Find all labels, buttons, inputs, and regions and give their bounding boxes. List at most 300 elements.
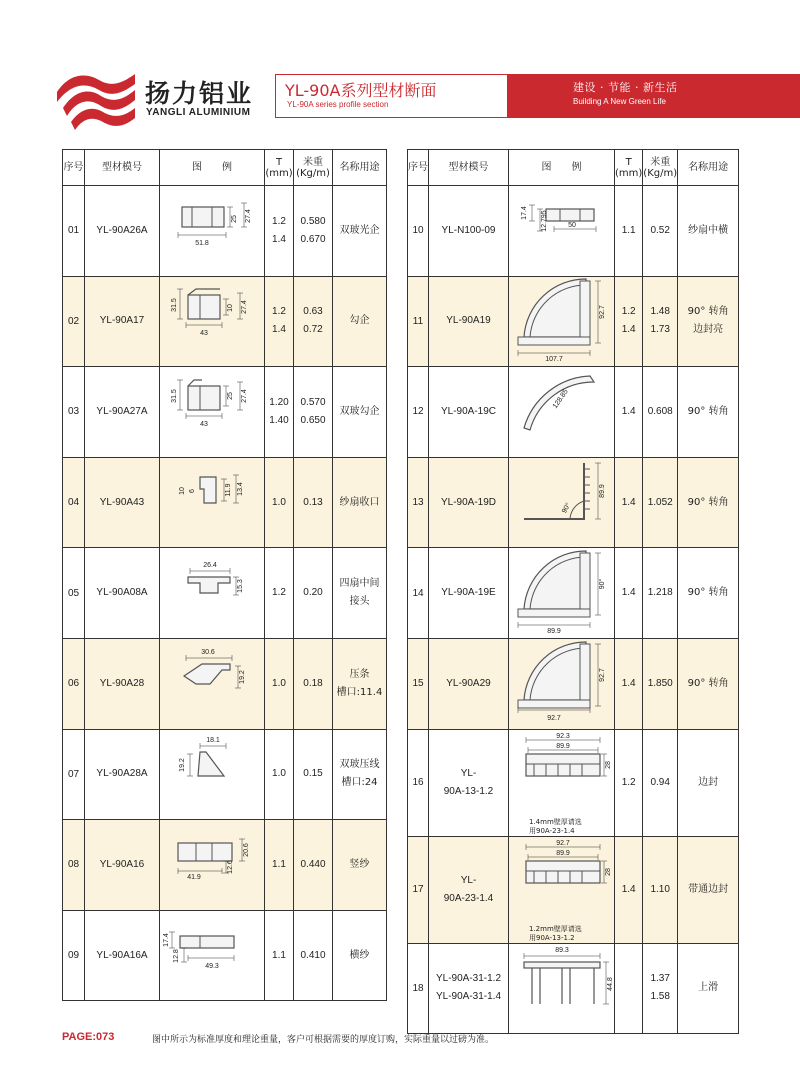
- use-value: 勾企: [349, 315, 370, 327]
- dimension-label: 43: [200, 420, 208, 428]
- model-line: YL-: [460, 767, 477, 779]
- table-row: [63, 548, 387, 639]
- profile-section-drawing: [160, 821, 264, 909]
- thickness-cell: [265, 820, 294, 911]
- model-code: YL-90A-19E: [441, 587, 496, 599]
- model-code: YL-90A-19D: [440, 496, 497, 508]
- model-cell: [429, 638, 509, 729]
- row-index: 13: [408, 457, 429, 548]
- t-value: 1.0: [272, 677, 286, 689]
- diagram-cell: [160, 186, 265, 277]
- t-value: 1.20: [269, 396, 289, 408]
- use-value: 纱扇中横: [688, 224, 729, 236]
- row-index: 14: [408, 548, 429, 639]
- dimension-label: 25: [227, 392, 234, 400]
- t-value: 1.1: [621, 224, 636, 236]
- w-value: 0.570: [300, 396, 326, 408]
- weight-cell: [294, 367, 333, 458]
- w-value: 1.48: [650, 306, 670, 318]
- use-value: 90° 转角: [687, 677, 729, 689]
- use-value: 纱扇收口: [339, 496, 380, 508]
- row-index: 11: [408, 276, 429, 367]
- thickness-cell: [265, 276, 294, 367]
- dimension-label: 89.3: [554, 947, 569, 955]
- table-row: [63, 910, 387, 1001]
- table-row: [408, 729, 739, 836]
- w-value: 0.650: [300, 414, 326, 426]
- row-index: 15: [408, 638, 429, 729]
- weight-cell: [643, 548, 678, 639]
- dimension-label: 19.2: [239, 669, 246, 684]
- t-value: 1.2: [621, 306, 636, 318]
- thickness-cell: [615, 836, 643, 943]
- dimension-label: 31.5: [171, 389, 178, 403]
- table-header-row: [63, 150, 387, 186]
- wall-thickness-note: 1.4mm壁厚请选 用90A-23-1.4: [529, 817, 582, 835]
- header-thickness: T (mm): [265, 150, 294, 186]
- table-row: [63, 638, 387, 729]
- dimension-label: 18.1: [206, 737, 220, 745]
- model-code: YL-90A-19C: [440, 405, 497, 417]
- table-row: [408, 638, 739, 729]
- use-value: 90° 转角: [687, 405, 729, 417]
- w-value: 0.13: [303, 496, 323, 508]
- usage-cell: [678, 836, 739, 943]
- model-cell: [85, 186, 160, 277]
- w-value: 0.440: [300, 858, 326, 870]
- row-index: 05: [63, 548, 85, 639]
- weight-cell: [643, 729, 678, 836]
- dimension-label: 92.7: [598, 667, 606, 682]
- usage-cell: [333, 910, 387, 1001]
- model-line: 90A-13-1.2: [443, 785, 494, 797]
- model-cell: [429, 729, 509, 836]
- weight-cell: [643, 943, 678, 1034]
- model-cell: [85, 548, 160, 639]
- weight-cell: [643, 836, 678, 943]
- profile-section-drawing: [160, 549, 264, 637]
- dimension-label: 90°: [598, 578, 606, 590]
- w-value: 0.410: [300, 949, 326, 961]
- model-code: YL-90A29: [446, 677, 491, 689]
- model-cell: [85, 820, 160, 911]
- profile-table-right: [407, 149, 739, 1034]
- profile-section-drawing: [160, 640, 264, 728]
- w-value: 0.580: [300, 215, 326, 227]
- t-value: 1.1: [272, 949, 286, 961]
- usage-cell: [678, 457, 739, 548]
- w-value: 1.37: [650, 973, 670, 985]
- w-value: 0.608: [647, 405, 673, 417]
- thickness-cell: [265, 457, 294, 548]
- table-row: [63, 457, 387, 548]
- diagram-cell: [509, 638, 615, 729]
- weight-cell: [643, 367, 678, 458]
- dimension-label: 92.3: [555, 732, 570, 740]
- dimension-label: 28: [604, 760, 612, 769]
- usage-cell: [333, 548, 387, 639]
- diagram-cell: [160, 367, 265, 458]
- use-value: 四扇中间: [339, 578, 380, 590]
- usage-cell: [678, 548, 739, 639]
- brand-name-en: YANGLI ALUMINIUM: [146, 107, 251, 118]
- profile-section-drawing: [160, 368, 264, 456]
- model-cell: [85, 729, 160, 820]
- use-value: 90° 转角: [687, 496, 729, 508]
- dimension-label: 13.4: [237, 481, 244, 496]
- table-row: [408, 836, 739, 943]
- diagram-cell: [160, 820, 265, 911]
- usage-cell: [678, 186, 739, 277]
- weight-cell: [643, 186, 678, 277]
- w-value: 0.20: [303, 587, 323, 599]
- table-row: [408, 548, 739, 639]
- w-value: 1.052: [647, 496, 673, 508]
- diagram-cell: [509, 276, 615, 367]
- usage-cell: [678, 729, 739, 836]
- use-value: 双玻勾企: [339, 405, 380, 417]
- dimension-label: 26.4: [203, 562, 217, 570]
- use-value: 边封亮: [693, 324, 724, 336]
- model-code: YL-90A17: [99, 315, 145, 327]
- header-diagram: 图 例: [160, 150, 265, 186]
- profile-section-drawing: [510, 549, 614, 637]
- t-value: 1.4: [621, 405, 636, 417]
- weight-cell: [294, 457, 333, 548]
- header-thickness: T (mm): [615, 150, 643, 186]
- table-row: [408, 457, 739, 548]
- row-index: 12: [408, 367, 429, 458]
- weight-cell: [294, 548, 333, 639]
- model-code: YL-90A08A: [96, 587, 148, 599]
- thickness-cell: [615, 943, 643, 1034]
- row-index: 18: [408, 943, 429, 1034]
- diagram-cell: [160, 457, 265, 548]
- dimension-label: 10: [227, 304, 234, 313]
- t-value: 1.1: [272, 858, 286, 870]
- t-value: 1.4: [621, 496, 636, 508]
- header-diagram: 图 例: [509, 150, 615, 186]
- table-row: [408, 367, 739, 458]
- thickness-cell: [265, 367, 294, 458]
- dimension-label: 41.9: [187, 873, 201, 881]
- weight-cell: [294, 186, 333, 277]
- thickness-cell: [265, 548, 294, 639]
- w-value: 0.670: [300, 233, 326, 245]
- t-value: 1.2: [272, 306, 286, 318]
- dimension-label: 89.9: [555, 849, 570, 857]
- w-value: 0.63: [303, 306, 323, 318]
- model-cell: [85, 276, 160, 367]
- w-value: 1.10: [650, 883, 670, 895]
- weight-cell: [294, 910, 333, 1001]
- use-value: 上滑: [698, 982, 719, 994]
- row-index: 07: [63, 729, 85, 820]
- dimension-label: 51.8: [195, 239, 209, 247]
- w-value: 1.73: [650, 324, 670, 336]
- use-value: 横纱: [349, 949, 370, 961]
- dimension-label: 17.4: [520, 205, 528, 220]
- profile-section-drawing: [510, 730, 614, 818]
- row-index: 08: [63, 820, 85, 911]
- weight-cell: [643, 638, 678, 729]
- profile-section-drawing: [160, 277, 264, 365]
- weight-cell: [294, 638, 333, 729]
- dimension-label: 90°: [560, 501, 572, 515]
- dimension-label: 12.8: [173, 948, 180, 963]
- row-index: 03: [63, 367, 85, 458]
- row-index: 06: [63, 638, 85, 729]
- model-cell: [85, 638, 160, 729]
- series-title-en: YL-90A series profile section: [287, 100, 389, 109]
- w-value: 1.850: [647, 677, 673, 689]
- dimension-label: 20.6: [243, 843, 250, 857]
- w-value: 0.18: [303, 677, 323, 689]
- thickness-cell: [615, 729, 643, 836]
- thickness-cell: [615, 548, 643, 639]
- dimension-label: 12.6: [227, 860, 234, 874]
- brand-name-cn: 扬力铝业: [145, 79, 254, 108]
- t-value: 1.2: [621, 776, 636, 788]
- model-line: YL-: [460, 874, 477, 886]
- t-value: 1.4: [621, 677, 636, 689]
- row-index: 04: [63, 457, 85, 548]
- profile-section-drawing: [160, 912, 264, 1000]
- thickness-cell: [265, 729, 294, 820]
- dimension-label: 17.4: [163, 932, 170, 947]
- model-code: YL-90A43: [99, 496, 145, 508]
- use-value: 90° 转角: [687, 306, 729, 318]
- t-value: 1.2: [272, 587, 286, 599]
- usage-cell: [678, 276, 739, 367]
- dimension-label: 30.6: [201, 648, 215, 656]
- diagram-cell: [509, 548, 615, 639]
- model-line: YL-90A-31-1.2: [435, 973, 502, 985]
- profile-section-drawing: [510, 944, 614, 1032]
- dimension-label: 27.4: [241, 389, 248, 403]
- profile-table-left: [62, 149, 387, 1001]
- header-weight: 米重 (Kg/m): [643, 150, 678, 186]
- model-code: YL-90A26A: [96, 224, 148, 236]
- model-cell: [429, 836, 509, 943]
- model-line: 90A-23-1.4: [443, 892, 494, 904]
- w-value: 0.72: [303, 324, 323, 336]
- model-cell: [429, 943, 509, 1034]
- diagram-cell: [160, 276, 265, 367]
- weight-cell: [643, 457, 678, 548]
- weight-cell: [294, 276, 333, 367]
- model-code: YL-90A28A: [96, 768, 148, 780]
- table-row: [63, 729, 387, 820]
- profile-section-drawing: [510, 640, 614, 728]
- thickness-cell: [265, 186, 294, 277]
- diagram-cell: [509, 457, 615, 548]
- diagram-cell: [509, 836, 615, 943]
- table-row: [408, 943, 739, 1034]
- dimension-label: 19.2: [179, 758, 186, 773]
- dimension-label: 89.9: [598, 483, 606, 498]
- t-value: 1.0: [272, 768, 286, 780]
- usage-cell: [678, 638, 739, 729]
- t-value: 1.4: [621, 324, 636, 336]
- header-usage: 名称用途: [678, 150, 739, 186]
- usage-cell: [333, 186, 387, 277]
- profile-section-drawing: [510, 368, 614, 456]
- table-row: [63, 276, 387, 367]
- thickness-cell: [615, 276, 643, 367]
- header-usage: 名称用途: [333, 150, 387, 186]
- diagram-cell: [509, 367, 615, 458]
- use-value: 槽口:24: [341, 777, 378, 789]
- dimension-label: 27.4: [241, 300, 248, 315]
- model-cell: [85, 367, 160, 458]
- dimension-label: 49.3: [205, 962, 219, 970]
- footer-note: 图中所示为标准厚度和理论重量，客户可根据需要的厚度订购，实际重量以过磅为准。: [152, 1035, 495, 1045]
- dimension-label: 27.4: [245, 208, 252, 223]
- header-index: 序号: [63, 150, 85, 186]
- t-value: 1.4: [621, 587, 636, 599]
- usage-cell: [333, 457, 387, 548]
- profile-section-drawing: [510, 187, 614, 275]
- table-row: [63, 820, 387, 911]
- w-value: 0.15: [303, 768, 323, 780]
- dimension-label: 92.7: [546, 714, 561, 722]
- header-weight: 米重 (Kg/m): [294, 150, 333, 186]
- weight-cell: [294, 729, 333, 820]
- usage-cell: [333, 276, 387, 367]
- profile-section-drawing: [510, 277, 614, 365]
- dimension-label: 128.85: [551, 388, 570, 410]
- diagram-cell: [160, 910, 265, 1001]
- use-value: 压条: [349, 668, 370, 680]
- dimension-label: 11.9: [225, 483, 232, 497]
- header-model: 型材模号: [85, 150, 160, 186]
- dimension-label: 107.7: [544, 356, 563, 364]
- table-row: [63, 367, 387, 458]
- usage-cell: [333, 638, 387, 729]
- dimension-label: 92.7: [598, 305, 606, 320]
- table-row: [63, 186, 387, 277]
- model-cell: [85, 457, 160, 548]
- use-value: 边封: [698, 776, 719, 788]
- thickness-cell: [265, 910, 294, 1001]
- row-index: 01: [63, 186, 85, 277]
- dimension-label: 50: [567, 221, 576, 229]
- header-index: 序号: [408, 150, 429, 186]
- model-cell: [429, 457, 509, 548]
- usage-cell: [333, 367, 387, 458]
- use-value: 90° 转角: [687, 587, 729, 599]
- usage-cell: [333, 729, 387, 820]
- model-code: YL-90A16: [99, 858, 145, 870]
- diagram-cell: [160, 729, 265, 820]
- model-code: YL-90A16A: [96, 949, 148, 961]
- model-cell: [85, 910, 160, 1001]
- w-value: 1.218: [647, 587, 673, 599]
- row-index: 16: [408, 729, 429, 836]
- w-value: 0.94: [650, 776, 670, 788]
- profile-section-drawing: [160, 459, 264, 547]
- dimension-label: 25: [231, 214, 238, 223]
- table-row: [408, 186, 739, 277]
- weight-cell: [294, 820, 333, 911]
- dimension-label: 89.9: [546, 628, 561, 636]
- diagram-cell: [160, 638, 265, 729]
- dimension-label: 31.5: [171, 298, 178, 313]
- wall-thickness-note: 1.2mm壁厚请选 用90A-13-1.2: [529, 924, 582, 942]
- thickness-cell: [615, 367, 643, 458]
- series-title-cn: YL-90A系列型材断面: [285, 81, 437, 100]
- use-value: 接头: [349, 596, 370, 608]
- t-value: 1.40: [269, 414, 289, 426]
- use-value: 竖纱: [349, 858, 370, 870]
- t-value: 1.2: [272, 215, 286, 227]
- model-cell: [429, 548, 509, 639]
- diagram-cell: [509, 186, 615, 277]
- usage-cell: [678, 943, 739, 1034]
- dimension-label: 28: [604, 867, 612, 876]
- page-header: [0, 66, 800, 136]
- profile-section-drawing: [160, 730, 264, 818]
- dimension-label: 15.3: [237, 579, 244, 593]
- model-line: YL-90A-31-1.4: [435, 991, 502, 1003]
- diagram-cell: [509, 729, 615, 836]
- t-value: 1.4: [272, 324, 286, 336]
- model-cell: [429, 186, 509, 277]
- profile-section-drawing: [510, 459, 614, 547]
- use-value: 槽口:11.4: [336, 686, 383, 698]
- table-header-row: [408, 150, 739, 186]
- use-value: 带通边封: [688, 883, 729, 895]
- diagram-cell: [509, 943, 615, 1034]
- model-code: YL-90A27A: [96, 405, 148, 417]
- model-cell: [429, 276, 509, 367]
- thickness-cell: [615, 186, 643, 277]
- slogan-cn: 建设 · 节能 · 新生活: [573, 81, 678, 94]
- dimension-label: 12.795: [540, 210, 548, 232]
- usage-cell: [678, 367, 739, 458]
- dimension-label: 92.7: [555, 839, 570, 847]
- model-code: YL-90A19: [446, 315, 491, 327]
- row-index: 09: [63, 910, 85, 1001]
- use-value: 双玻光企: [339, 224, 380, 236]
- table-row: [408, 276, 739, 367]
- model-code: YL-N100-09: [441, 224, 496, 236]
- t-value: 1.0: [272, 496, 286, 508]
- profile-section-drawing: [510, 837, 614, 925]
- model-code: YL-90A28: [99, 677, 145, 689]
- usage-cell: [333, 820, 387, 911]
- thickness-cell: [615, 457, 643, 548]
- dimension-label: 89.9: [555, 742, 570, 750]
- w-value: 0.52: [650, 224, 670, 236]
- thickness-cell: [265, 638, 294, 729]
- profile-section-drawing: [160, 187, 264, 275]
- weight-cell: [643, 276, 678, 367]
- model-cell: [429, 367, 509, 458]
- yangli-logo-icon: [55, 70, 137, 132]
- dimension-label: 6: [189, 488, 196, 493]
- t-value: 1.4: [272, 233, 286, 245]
- page-number: PAGE:073: [62, 1031, 115, 1043]
- dimension-label: 10: [179, 486, 186, 495]
- slogan-en: Building A New Green Life: [573, 97, 666, 106]
- thickness-cell: [615, 638, 643, 729]
- use-value: 双玻压线: [339, 759, 380, 771]
- row-index: 02: [63, 276, 85, 367]
- row-index: 17: [408, 836, 429, 943]
- dimension-label: 43: [200, 330, 208, 338]
